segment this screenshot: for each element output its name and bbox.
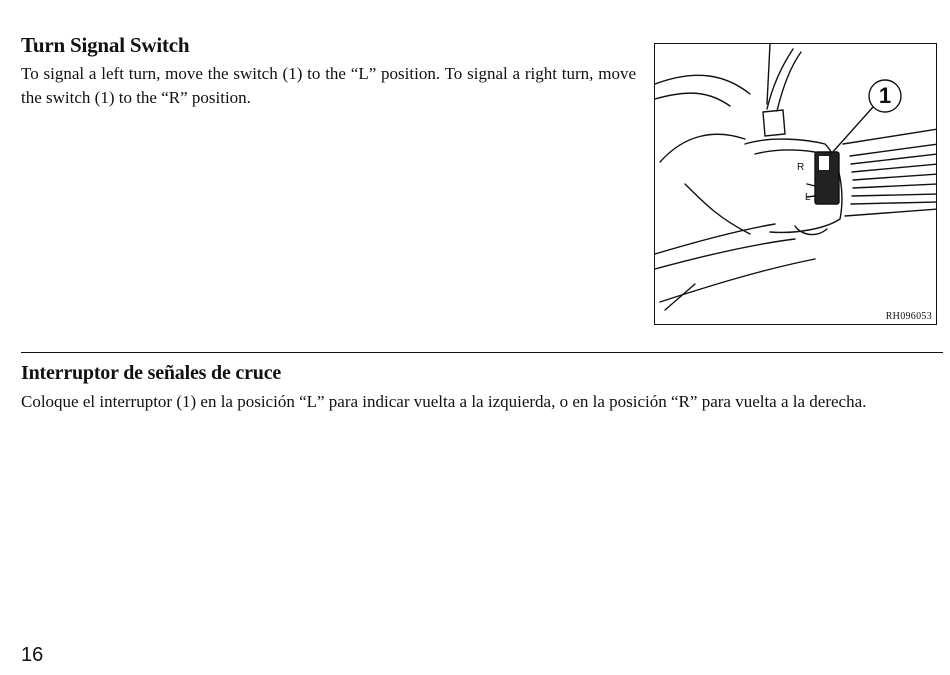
switch-label-r: R bbox=[797, 162, 805, 173]
figure-code: RH096053 bbox=[885, 311, 932, 322]
section-body-spanish: Coloque el interruptor (1) en la posición “L” para indicar vuelta a la izquierda, o en la posición “R” para vuelta a la derecha. bbox=[21, 392, 867, 411]
section-body-english: To signal a left turn, move the switch (1) to the “L” position. To signal a right turn, move the switch (1) to the “R” position. bbox=[21, 64, 636, 107]
page-number: 16 bbox=[21, 644, 44, 666]
section-title-spanish: Interruptor de señales de cruce bbox=[21, 362, 282, 384]
callout-number: 1 bbox=[878, 83, 892, 108]
switch-label-l: L bbox=[805, 192, 811, 203]
handlebar-illustration bbox=[655, 44, 937, 325]
turn-signal-figure bbox=[654, 43, 937, 325]
section-divider bbox=[21, 352, 943, 353]
section-title-english: Turn Signal Switch bbox=[21, 33, 190, 57]
